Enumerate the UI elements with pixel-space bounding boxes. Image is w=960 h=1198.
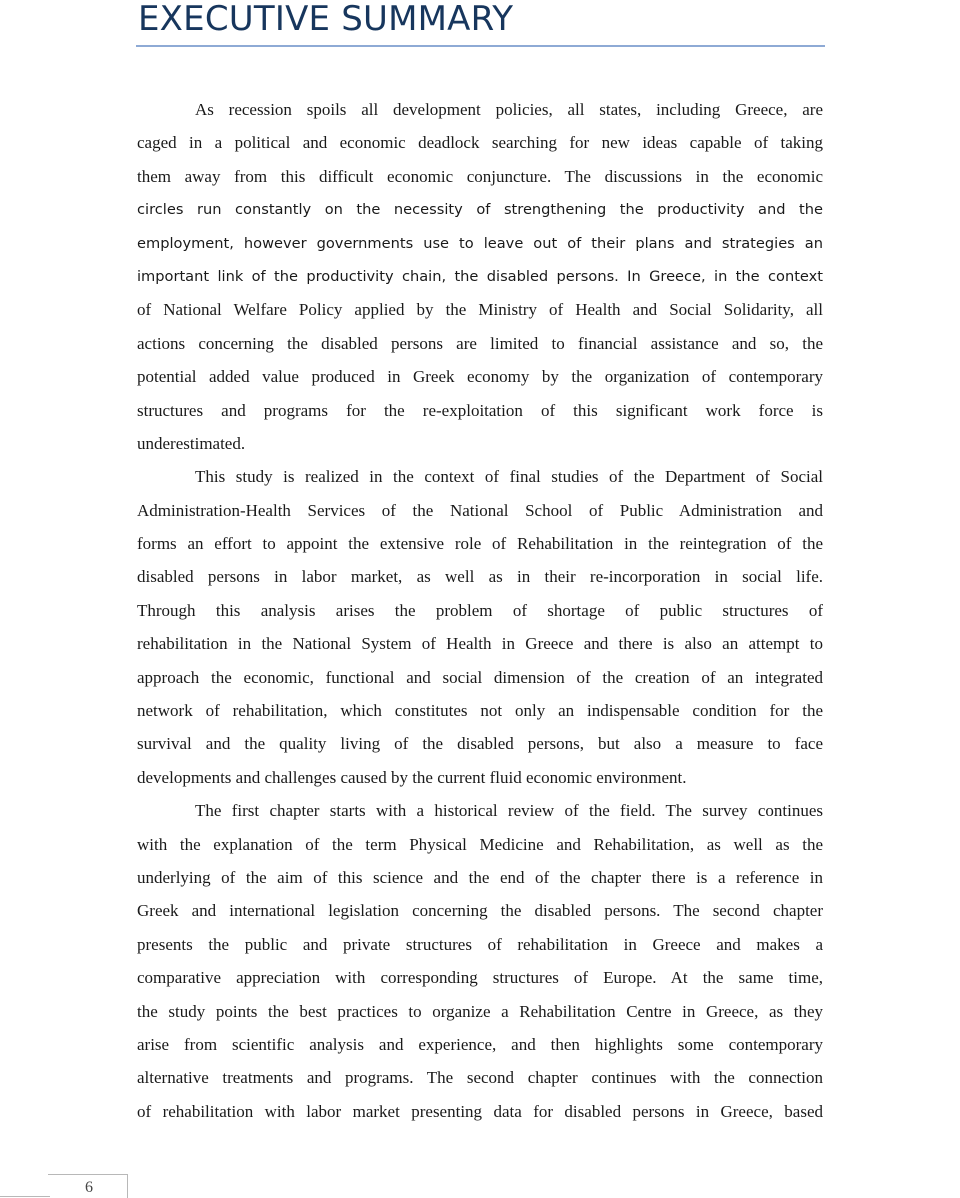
text-line: with the explanation of the term Physical Medicine and Rehabilitation, as well as the <box>137 834 823 854</box>
text-line: structures and programs for the re-exploitation of this significant work force is <box>137 400 823 420</box>
text-line: of rehabilitation with labor market presenting data for disabled persons in Greece, based <box>137 1101 823 1121</box>
text-line: rehabilitation in the National System of Health in Greece and there is also an attempt to <box>137 634 823 654</box>
text-line: disabled persons in labor market, as well as in their re-incorporation in social life. <box>137 567 823 587</box>
paragraph-2 <box>137 460 823 794</box>
text-line: important link of the productivity chain, the disabled persons. In Greece, in the context <box>137 267 823 285</box>
text-line: them away from this difficult economic conjuncture. The discussions in the economic <box>137 166 823 186</box>
text-line: caged in a political and economic deadlock searching for new ideas capable of taking <box>137 133 823 153</box>
text-line: network of rehabilitation, which constitutes not only an indispensable condition for the <box>137 701 823 721</box>
text-line: As recession spoils all development policies, all states, including Greece, are <box>195 100 823 119</box>
text-line: potential added value produced in Greek economy by the organization of contemporary <box>137 367 823 387</box>
text-line: the study points the best practices to organize a Rehabilitation Centre in Greece, as they <box>137 1001 823 1021</box>
text-line: approach the economic, functional and social dimension of the creation of an integrated <box>137 667 823 687</box>
page-number: 6 <box>85 1179 93 1196</box>
text-line: underestimated. <box>137 433 246 453</box>
heading-underline <box>136 45 825 47</box>
text-line: presents the public and private structures of rehabilitation in Greece and makes a <box>137 934 823 954</box>
text-line: This study is realized in the context of final studies of the Department of Social <box>195 467 823 487</box>
text-line: survival and the quality living of the disabled persons, but also a measure to face <box>137 734 823 754</box>
text-line: alternative treatments and programs. The second chapter continues with the connection <box>137 1068 823 1088</box>
body-text <box>137 93 823 1128</box>
text-line: actions concerning the disabled persons are limited to financial assistance and so, the <box>137 333 823 353</box>
text-line: circles run constantly on the necessity of strengthening the productivity and the <box>137 201 823 219</box>
text-line: Through this analysis arises the problem of shortage of public structures of <box>137 600 823 620</box>
text-line: comparative appreciation with corresponding structures of Europe. At the same time, <box>137 968 823 988</box>
paragraph-1 <box>137 93 823 460</box>
text-line: employment, however governments use to leave out of their plans and strategies an <box>137 234 823 252</box>
text-line: developments and challenges caused by the current fluid economic environment. <box>137 767 687 787</box>
text-line: Greek and international legislation concerning the disabled persons. The second chapter <box>137 901 823 921</box>
text-line: Administration-Health Services of the National School of Public Administration and <box>137 500 823 520</box>
footer-rule <box>0 1196 50 1197</box>
text-line: arise from scientific analysis and experience, and then highlights some contemporary <box>137 1034 823 1054</box>
text-line: of National Welfare Policy applied by the Ministry of Health and Social Solidarity, all <box>137 300 823 320</box>
text-line: forms an effort to appoint the extensive role of Rehabilitation in the reintegration of the <box>137 534 823 554</box>
section-heading: EXECUTIVE SUMMARY <box>138 0 514 39</box>
paragraph-3 <box>137 794 823 1128</box>
text-line: The first chapter starts with a historical review of the field. The survey continues <box>195 801 823 821</box>
text-line: underlying of the aim of this science and the end of the chapter there is a reference in <box>137 867 823 887</box>
